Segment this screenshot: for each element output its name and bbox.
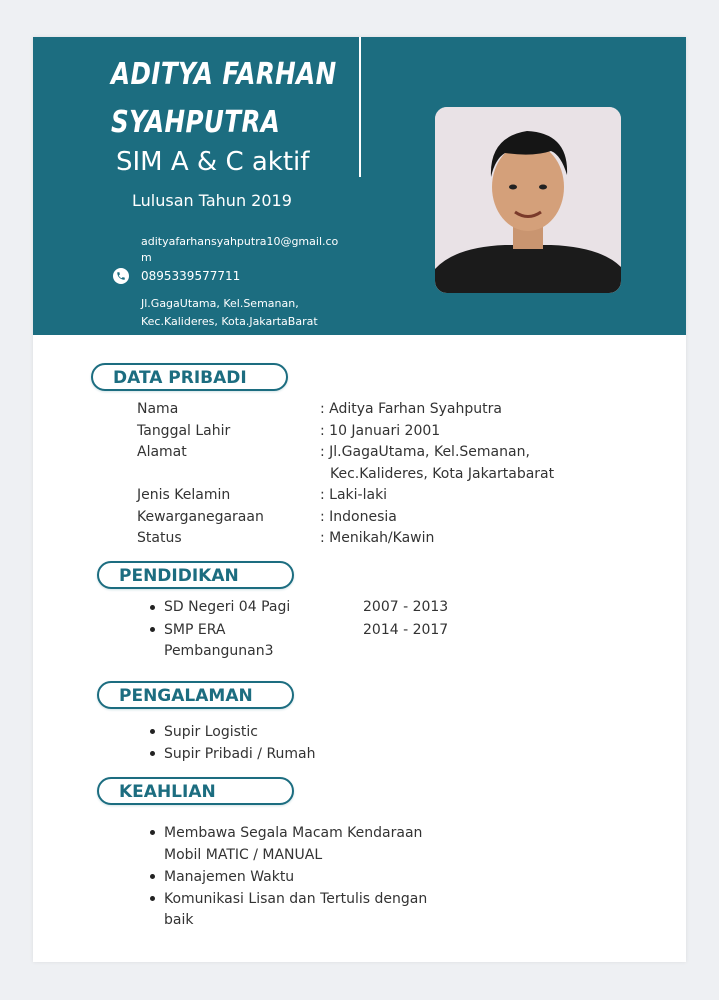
personal-data-heading (91, 363, 288, 391)
name-line-2: SYAHPUTRA (111, 105, 281, 140)
candidate-name (111, 51, 337, 147)
phone-number: 0895339577711 (141, 269, 241, 283)
personal-data-title: DATA PRIBADI (113, 368, 247, 388)
education-heading (97, 561, 294, 589)
experience-item: Supir Logistic (164, 724, 259, 740)
birthdate-label: Tanggal Lahir (137, 423, 231, 439)
address-value-2: Kec.Kalideres, Kota Jakartabarat (330, 466, 555, 482)
bullet-icon (150, 830, 155, 835)
bullet-icon (150, 729, 155, 734)
skill-item: Membawa Segala Macam Kendaraan (164, 825, 423, 841)
birthdate-value: : 10 Januari 2001 (320, 423, 441, 439)
address-text (141, 295, 318, 331)
nationality-value: : Indonesia (320, 509, 397, 525)
experience-item: Supir Pribadi / Rumah (164, 746, 316, 762)
address-value-1: : Jl.GagaUtama, Kel.Semanan, (320, 444, 530, 460)
skill-item: Komunikasi Lisan dan Tertulis dengan (164, 891, 428, 907)
address-label: Alamat (137, 444, 187, 460)
bullet-icon (150, 627, 155, 632)
gender-label: Jenis Kelamin (137, 487, 231, 503)
gender-value: : Laki-laki (320, 487, 388, 503)
profile-photo (435, 107, 621, 293)
skills-title: KEAHLIAN (119, 782, 216, 802)
status-value: : Menikah/Kawin (320, 530, 435, 546)
skill-item: Manajemen Waktu (164, 869, 295, 885)
nationality-label: Kewarganegaraan (137, 509, 264, 525)
address-line-1: Jl.GagaUtama, Kel.Semanan, (141, 297, 299, 310)
bullet-icon (150, 751, 155, 756)
resume-header (33, 37, 686, 335)
bullet-icon (150, 874, 155, 879)
license-info: SIM A & C aktif (116, 147, 310, 177)
skills-heading (97, 777, 294, 805)
graduation-year: Lulusan Tahun 2019 (132, 191, 292, 210)
school-years: 2014 - 2017 (363, 622, 449, 638)
bullet-icon (150, 605, 155, 610)
phone-row (113, 268, 240, 284)
name-label: Nama (137, 401, 179, 417)
status-label: Status (137, 530, 182, 546)
email-text: adityafarhansyahputra10@gmail.com (141, 235, 339, 264)
skill-item-cont: baik (164, 912, 194, 928)
bullet-icon (150, 896, 155, 901)
school-years: 2007 - 2013 (363, 599, 449, 615)
resume-page (33, 37, 686, 962)
school-name: SD Negeri 04 Pagi (164, 599, 291, 615)
phone-icon (113, 268, 129, 284)
address-line-2: Kec.Kalideres, Kota.JakartaBarat (141, 315, 318, 328)
experience-title: PENGALAMAN (119, 686, 253, 706)
header-divider (359, 37, 361, 177)
school-name-cont: Pembangunan3 (164, 643, 274, 659)
experience-heading (97, 681, 294, 709)
skill-item-cont: Mobil MATIC / MANUAL (164, 847, 323, 863)
school-name: SMP ERA (164, 622, 226, 638)
name-line-1: ADITYA FARHAN (111, 57, 337, 92)
name-value: : Aditya Farhan Syahputra (320, 401, 502, 417)
education-title: PENDIDIKAN (119, 566, 239, 586)
